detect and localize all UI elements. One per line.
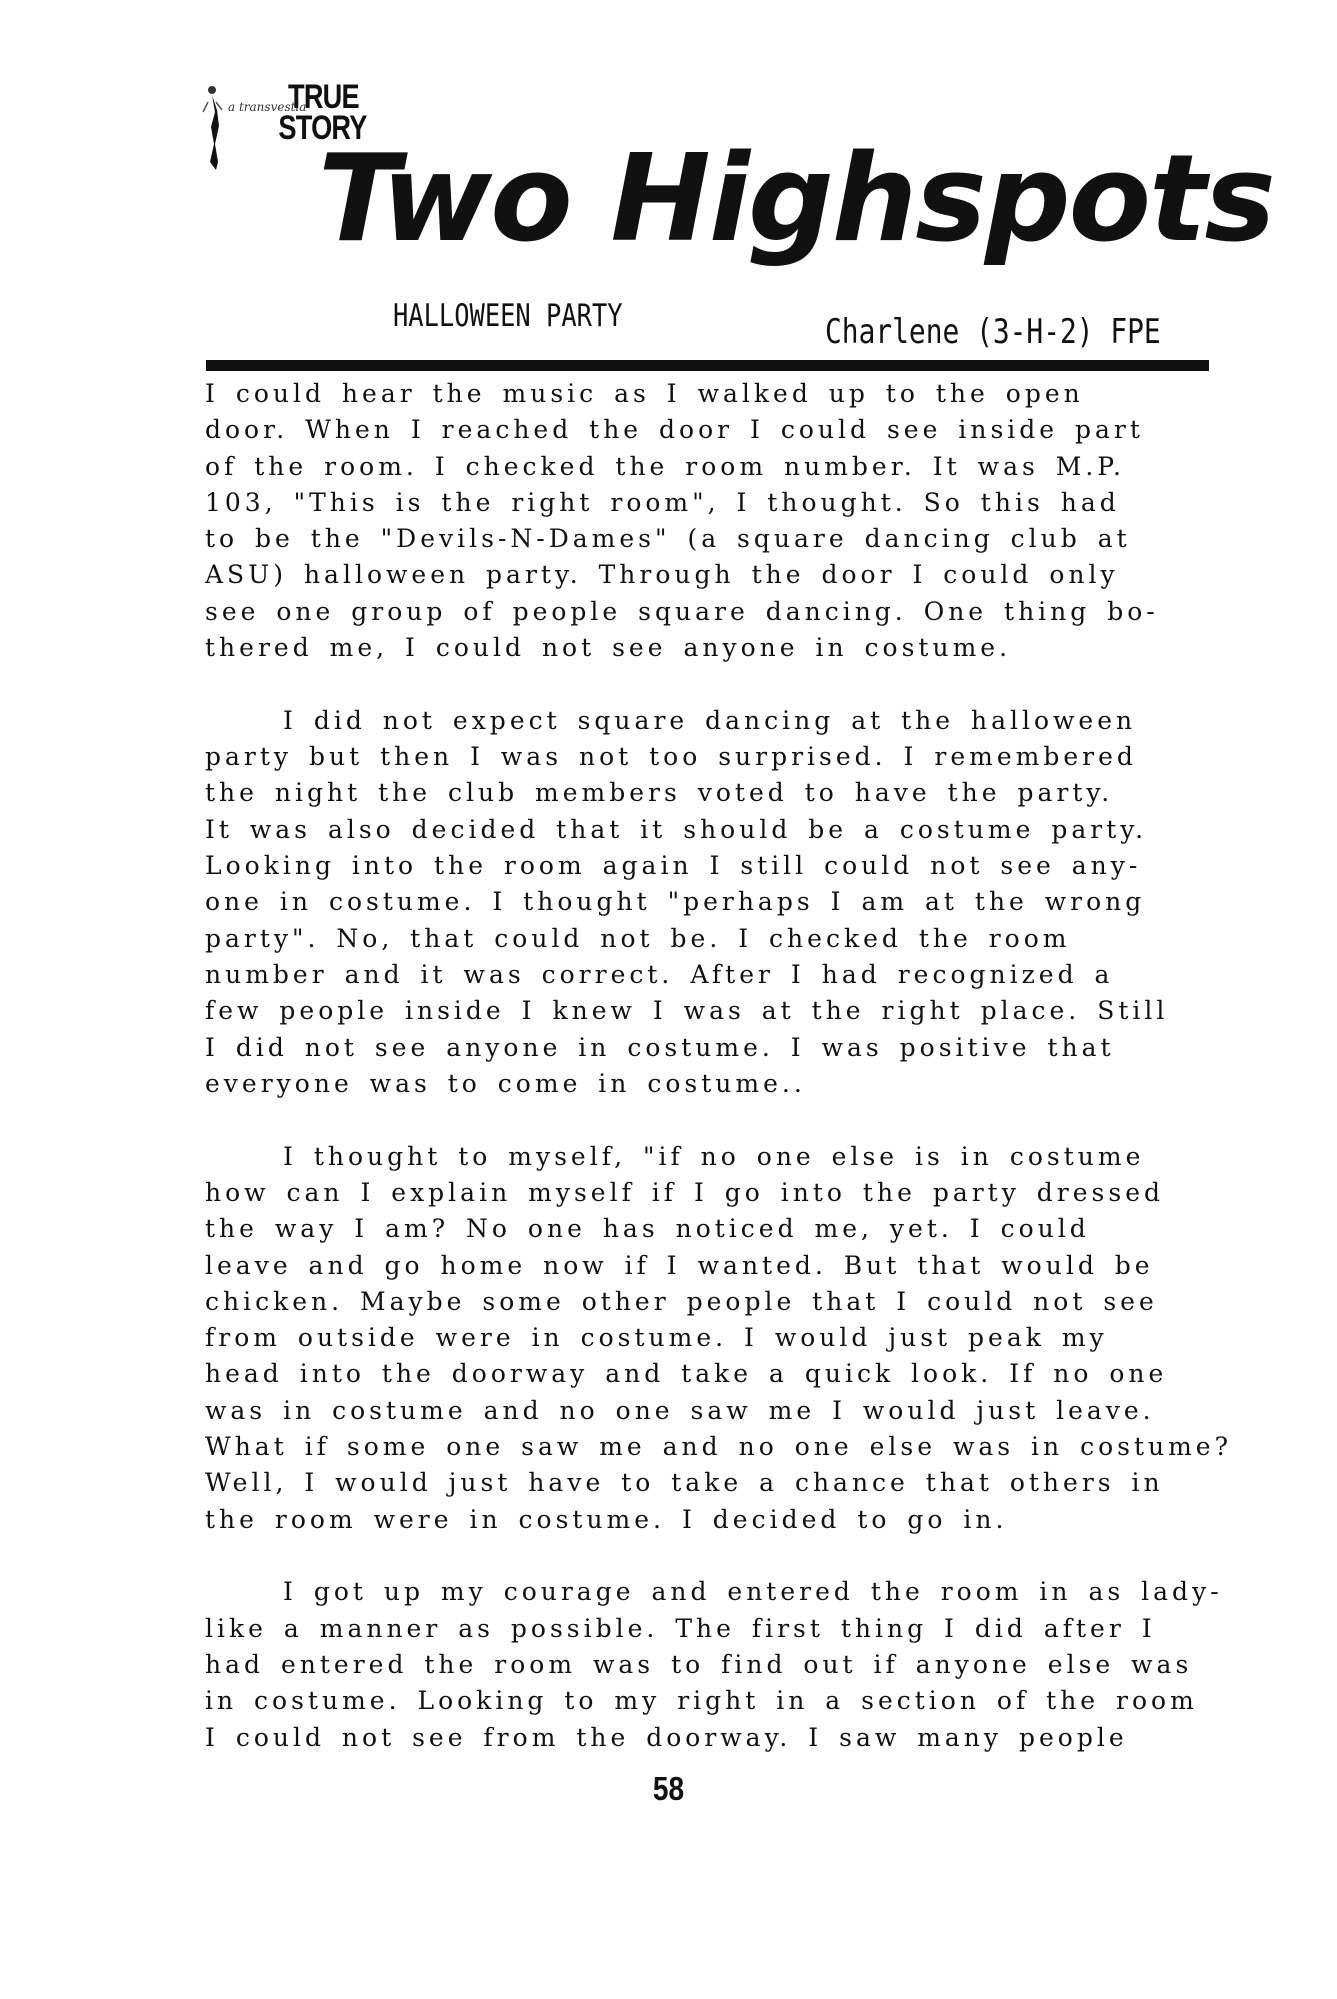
article-paragraph <box>205 1574 1223 1755</box>
text-line: I thought to myself, "if no one else is in costume <box>283 1141 1145 1171</box>
text-line: head into the doorway and take a quick look. If no one <box>205 1359 1168 1389</box>
author-byline: Charlene (3-H-2) FPE <box>825 312 1161 352</box>
text-line: the room were in costume. I decided to go in. <box>205 1504 1008 1534</box>
text-line: ASU) halloween party. Through the door I could only <box>205 560 1119 590</box>
text-line: It was also decided that it should be a costume party. <box>205 814 1148 844</box>
text-line: from outside were in costume. I would just peak my <box>205 1323 1108 1353</box>
text-line: everyone was to come in costume.. <box>205 1068 806 1098</box>
text-line: Well, I would just have to take a chance that others in <box>205 1468 1164 1498</box>
text-line: had entered the room was to find out if anyone else was <box>205 1650 1193 1679</box>
text-line: one in costume. I thought "perhaps I am at the wrong <box>205 887 1146 917</box>
text-line: like a manner as possible. The first thing I did after I <box>205 1613 1156 1643</box>
article-paragraph <box>205 703 1220 1102</box>
masthead-mini-text: a transvestia <box>228 100 307 114</box>
section-title: HALLOWEEN PARTY <box>393 298 623 334</box>
text-line: door. When I reached the door I could see inside part <box>205 415 1144 445</box>
text-line: chicken. Maybe some other people that I could not see <box>205 1286 1158 1316</box>
text-line: to be the "Devils-N-Dames" (a square dancing club at <box>205 524 1131 554</box>
text-line: party". No, that could not be. I checked the room <box>205 923 1071 953</box>
text-line: was in costume and no one saw me I would just leave. <box>205 1395 1155 1425</box>
true-story-line-1: TRUE <box>288 78 359 116</box>
heading-rule <box>206 360 1209 371</box>
text-line: leave and go home now if I wanted. But that would be <box>205 1250 1154 1280</box>
text-line: thered me, I could not see anyone in costume. <box>205 633 1012 663</box>
text-line: of the room. I checked the room number. It was M.P. <box>205 451 1126 481</box>
text-line: I could not see from the doorway. I saw many people <box>205 1722 1128 1752</box>
article-paragraph <box>205 376 1220 666</box>
text-line: I did not see anyone in costume. I was positive that <box>205 1032 1115 1062</box>
text-line: number and it was correct. After I had recognized a <box>205 959 1114 989</box>
article-body <box>205 376 1233 1792</box>
text-line: few people inside I knew I was at the right place. Still <box>205 996 1169 1026</box>
page-number: 58 <box>652 1770 685 1807</box>
text-line: how can I explain myself if I go into the party dressed <box>205 1177 1164 1207</box>
text-line: in costume. Looking to my right in a section of the room <box>205 1686 1198 1716</box>
article-paragraph <box>205 1139 1233 1538</box>
text-line: Looking into the room again I still could not see any- <box>205 851 1142 881</box>
text-line: I got up my courage and entered the room in as lady- <box>283 1577 1223 1607</box>
true-story-line-2: STORY <box>278 109 367 147</box>
text-line: I did not expect square dancing at the halloween <box>283 705 1137 735</box>
text-line: the way I am? No one has noticed me, yet. I could <box>205 1214 1090 1244</box>
text-line: 103, "This is the right room", I thought. So this had <box>205 487 1120 517</box>
text-line: see one group of people square dancing. One thing bo- <box>205 596 1159 626</box>
text-line: I could hear the music as I walked up to the open <box>205 379 1084 408</box>
text-line: party but then I was not too surprised. I remembered <box>205 742 1137 772</box>
figure-silhouette-icon <box>200 82 230 172</box>
text-line: What if some one saw me and no one else was in costume? <box>205 1432 1233 1462</box>
article-title: Two Highspots <box>318 130 1274 269</box>
text-line: the night the club members voted to have the party. <box>205 778 1114 808</box>
